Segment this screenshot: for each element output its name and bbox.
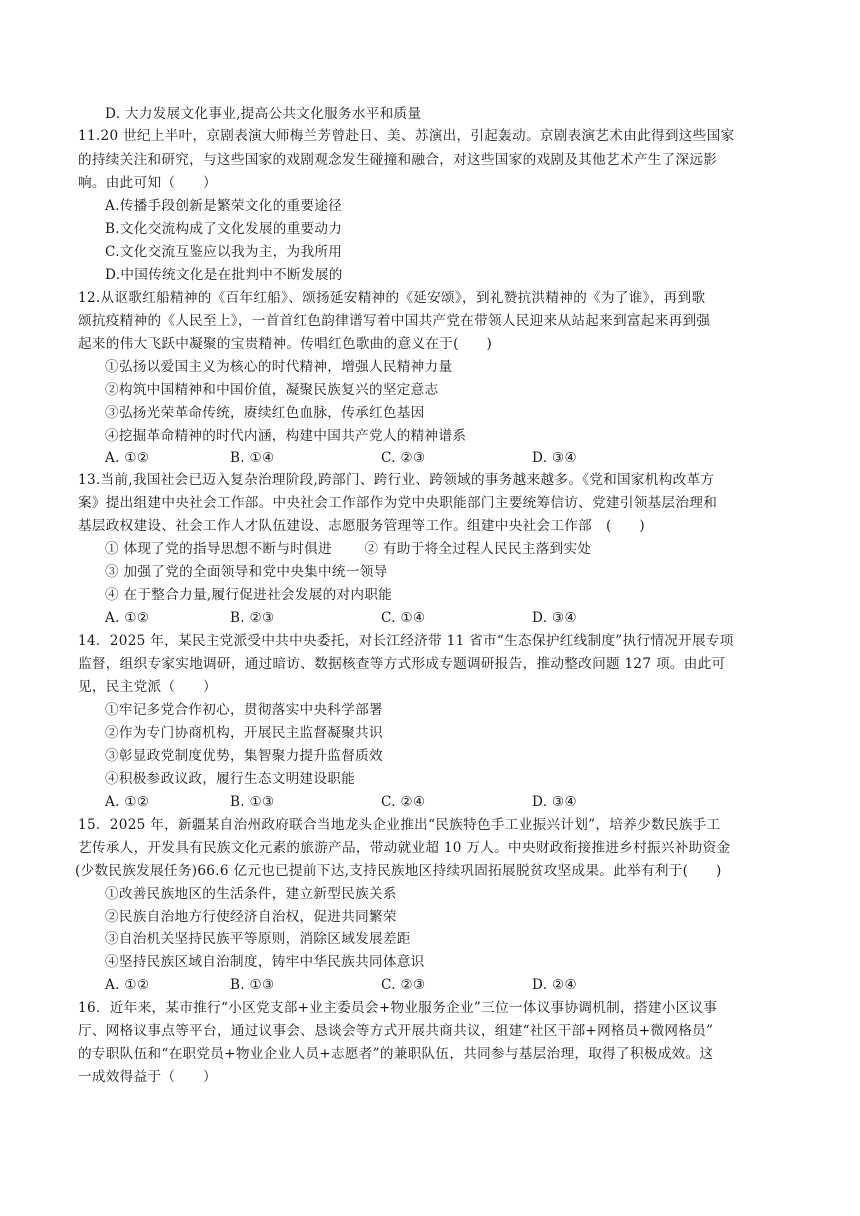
- option-b: B.文化交流构成了文化发展的重要动力: [105, 221, 343, 237]
- statement-item: ④挖掘革命精神的时代内涵，构建中国共产党人的精神谱系: [105, 428, 467, 444]
- answer-choice-c: C. ②③: [381, 977, 426, 993]
- statement-item: ① 体现了党的指导思想不断与时俱进 ② 有助于将全过程人民民主落到实处: [105, 541, 592, 557]
- statement-item: ③弘扬光荣革命传统，赓续红色血脉，传承红色基因: [105, 405, 425, 421]
- answer-choice-a: A. ①②: [105, 794, 150, 810]
- question-stem-line: 响。由此可知（ ）: [78, 175, 217, 191]
- answer-choice-b: B. ①③: [230, 977, 275, 993]
- question-stem-line: 见，民主党派（ ）: [78, 679, 217, 695]
- answer-choice-c: C. ①④: [381, 610, 426, 626]
- question-stem-line: 厅、网格议事点等平台，通过议事会、恳谈会等方式开展共商共议，组建“社区干部+网格员+微网格员”: [78, 1023, 714, 1039]
- answer-choice-b: B. ②③: [230, 610, 275, 626]
- answer-choice-c: C. ②③: [381, 450, 426, 466]
- statement-item: ②民族自治地方行使经济自治权，促进共同繁荣: [105, 909, 397, 925]
- question-stem-line: 的持续关注和研究，与这些国家的戏剧观念发生碰撞和融合，对这些国家的戏剧及其他艺术产生了深远影: [78, 152, 718, 168]
- statement-item: ④ 在于整合力量,履行促进社会发展的对内职能: [105, 587, 393, 603]
- statement-item: ④坚持民族区域自治制度，铸牢中华民族共同体意识: [105, 954, 425, 970]
- answer-choice-a: A. ①②: [105, 977, 150, 993]
- q10-option-d: D. 大力发展文化事业,提高公共文化服务水平和质量: [105, 106, 422, 122]
- answer-choice-b: B. ①④: [230, 450, 275, 466]
- answer-choice-a: A. ①②: [105, 450, 150, 466]
- question-stem-line: (少数民族发展任务)66.6 亿元也已提前下达,支持民族地区持续巩固拓展脱贫攻坚成果。此举有利于( ): [75, 863, 722, 879]
- question-stem-line: 13.当前,我国社会已迈入复杂治理阶段,跨部门、跨行业、跨领域的事务越来越多。《党和国家机构改革方: [78, 472, 715, 488]
- question-stem-line: 12.从讴歌红船精神的《百年红船》、颂扬延安精神的《延安颂》，到礼赞抗洪精神的《为了谁》，再到歌: [78, 290, 706, 306]
- question-stem-line: 颂抗疫精神的《人民至上》，一首首红色韵律谱写着中国共产党在带领人民迎来从站起来到富起来再到强: [78, 313, 711, 329]
- statement-item: ①牢记多党合作初心，贯彻落实中央科学部署: [105, 702, 383, 718]
- statement-item: ④积极参政议政，履行生态文明建设职能: [105, 771, 356, 787]
- question-stem-line: 艺传承人，开发具有民族文化元素的旅游产品，带动就业超 10 万人。中央财政衔接推进乡村振兴补助资金: [78, 840, 731, 856]
- question-stem-line: 一成效得益于（ ）: [78, 1069, 217, 1085]
- statement-item: ①改善民族地区的生活条件，建立新型民族关系: [105, 886, 397, 902]
- statement-item: ③自治机关坚持民族平等原则，消除区域发展差距: [105, 931, 411, 947]
- question-stem-line: 基层政权建设、社会工作人才队伍建设、志愿服务管理等工作。组建中央社会工作部 ( ): [78, 518, 645, 534]
- question-stem-line: 11.20 世纪上半叶，京剧表演大师梅兰芳曾赴日、美、苏演出，引起轰动。京剧表演艺术由此得到这些国家: [78, 128, 735, 144]
- question-stem-line: 起来的伟大飞跃中凝聚的宝贵精神。传唱红色歌曲的意义在于( ): [78, 336, 493, 352]
- statement-item: ①弘扬以爱国主义为核心的时代精神，增强人民精神力量: [105, 359, 453, 375]
- question-stem-line: 15．2025 年，新疆某自治州政府联合当地龙头企业推出“民族特色手工业振兴计划”，培养少数民族手工: [78, 817, 721, 833]
- statement-item: ③彰显政党制度优势，集智聚力提升监督质效: [105, 748, 383, 764]
- statement-item: ③ 加强了党的全面领导和党中央集中统一领导: [105, 564, 388, 580]
- answer-choice-d: D. ③④: [532, 610, 577, 626]
- question-stem-line: 案》提出组建中央社会工作部。中央社会工作部作为党中央职能部门主要统筹信访、党建引领基层治理和: [78, 495, 718, 511]
- question-stem-line: 14．2025 年，某民主党派受中共中央委托，对长江经济带 11 省市“生态保护红线制度”执行情况开展专项: [78, 633, 734, 649]
- answer-choice-d: D. ②④: [532, 977, 577, 993]
- answer-choice-a: A. ①②: [105, 610, 150, 626]
- question-stem-line: 16．近年来，某市推行“小区党支部+业主委员会+物业服务企业”三位一体议事协调机制，搭建小区议事: [78, 1000, 718, 1016]
- option-a: A.传播手段创新是繁荣文化的重要途径: [105, 198, 343, 214]
- question-stem-line: 的专职队伍和“在职党员+物业企业人员+志愿者”的兼职队伍，共同参与基层治理，取得了积极成效。这: [78, 1046, 714, 1062]
- answer-choice-d: D. ③④: [532, 450, 577, 466]
- option-c: C.文化交流互鉴应以我为主，为我所用: [105, 244, 343, 260]
- answer-choice-b: B. ①③: [230, 794, 275, 810]
- question-stem-line: 监督，组织专家实地调研，通过暗访、数据核查等方式形成专题调研报告，推动整改问题 127 项。由此可: [78, 656, 726, 672]
- option-d: D.中国传统文化是在批判中不断发展的: [105, 267, 343, 283]
- answer-choice-c: C. ②④: [381, 794, 426, 810]
- answer-choice-d: D. ③④: [532, 794, 577, 810]
- statement-item: ②作为专门协商机构，开展民主监督凝聚共识: [105, 725, 383, 741]
- statement-item: ②构筑中国精神和中国价值，凝聚民族复兴的坚定意志: [105, 382, 439, 398]
